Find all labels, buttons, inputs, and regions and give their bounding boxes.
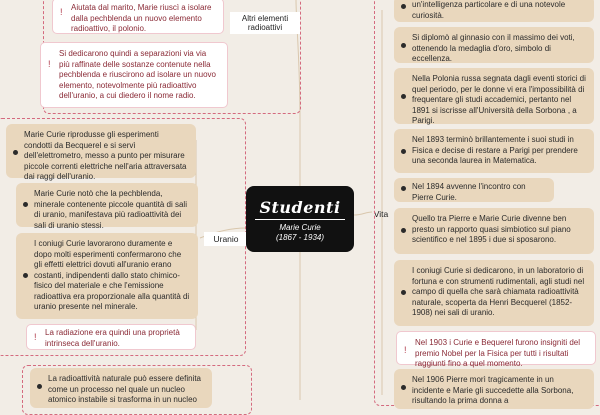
bullet-icon bbox=[401, 94, 406, 99]
branch-vita[interactable]: Vita bbox=[373, 209, 389, 219]
bullet-icon bbox=[401, 290, 406, 295]
vita-card-9: Nel 1906 Pierre morì tragicamente in un incidente e Marie gli succedette alla Sorbona, risultando la prima donna a bbox=[394, 369, 594, 409]
bullet-icon bbox=[401, 385, 406, 390]
vita-card-2: Si diplomò al ginnasio con il massimo dei voti, ottenendo la medaglia d'oro, simbolo di eccellenza. bbox=[394, 27, 594, 63]
bullet-icon bbox=[37, 384, 42, 389]
radio-note: ! Si dedicarono quindi a separazioni via via più raffinate delle sostanze contenute nella pechblenda e riuscirono ad isolare un nuovo elemento, notevolmente più radioattivo dell'uranio, a cui diedero il nome radio. bbox=[40, 42, 228, 108]
vita-nobel-note: ! Nel 1903 i Curie e Bequerel furono insigniti del premio Nobel per la Fisica per tutti i risultati raggiunti fino a quel momento. bbox=[396, 331, 596, 365]
vita-card-4: Nel 1893 terminò brillantemente i suoi studi in Fisica e decise di restare a Parigi per prendere una seconda laurea in Matematica. bbox=[394, 129, 594, 173]
radioattivita-card: La radioattività naturale può essere definita come un processo nel quale un nucleo atomico instabile si trasforma in un nucleo bbox=[30, 368, 212, 408]
branch-uranio[interactable]: Uranio bbox=[204, 232, 248, 246]
center-dates: (1867 - 1934) bbox=[275, 233, 325, 242]
bullet-icon bbox=[401, 228, 406, 233]
vita-card-3: Nella Polonia russa segnata dagli eventi storici di quel periodo, per le donne vi era l'impossibilità di frequentare gli studi accademici, pertanto nel 1891 si iscrisse all'Università della Sorbona , a Parigi. bbox=[394, 68, 594, 124]
branch-altri-elementi[interactable]: Altri elementi radioattivi bbox=[230, 12, 300, 34]
alert-icon: ! bbox=[60, 7, 63, 17]
bullet-icon bbox=[401, 4, 406, 9]
alert-icon: ! bbox=[48, 59, 51, 69]
center-name: Marie Curie bbox=[279, 223, 321, 232]
bullet-icon bbox=[401, 43, 406, 48]
vita-card-1: un'intelligenza particolare e di una notevole curiosità. bbox=[394, 0, 594, 22]
bullet-icon bbox=[401, 186, 406, 191]
alert-icon: ! bbox=[404, 345, 407, 355]
vita-card-6: Quello tra Pierre e Marie Curie divenne ben presto un rapporto quasi simbiotico sul piano scientifico e nel 1895 i due si sposarono. bbox=[394, 208, 594, 254]
studenti-logo: Studenti bbox=[255, 198, 344, 220]
bullet-icon bbox=[401, 149, 406, 154]
vita-card-5: Nel 1894 avvenne l'incontro con Pierre Curie. bbox=[394, 178, 554, 202]
central-node[interactable] bbox=[246, 186, 354, 252]
uranio-card-3: I coniugi Curie lavorarono duramente e dopo molti esperimenti confermarono che gli effetti elettrici dovuti all'uranio erano costanti, indipendenti dallo stato chimico-fisico del materiale e che l'emissione radioattiva era proporzionale alla quantità di uranio presente nel minerale. bbox=[16, 233, 198, 319]
vita-card-7: I coniugi Curie si dedicarono, in un laboratorio di fortuna e con strumenti rudimentali, agli studi nel campo di quella che sarà chiamata radioattività naturale, scoperta da Henri Becquerel (1852-1908) nei sali di uranio. bbox=[394, 260, 594, 326]
alert-icon: ! bbox=[34, 332, 37, 342]
bullet-icon bbox=[13, 150, 18, 155]
bullet-icon bbox=[23, 202, 28, 207]
uranio-conclusion: ! La radiazione era quindi una proprietà intrinseca dell'uranio. bbox=[26, 324, 196, 350]
uranio-card-1: Marie Curie riprodusse gli esperimenti condotti da Becquerel e si servì dell'elettrometro, messo a punto per misurare piccole correnti elettriche nell'aria attraversata dai raggi dell'uranio. bbox=[6, 124, 196, 178]
uranio-card-2: Marie Curie notò che la pechblenda, minerale contenente piccole quantità di sali di uranio, manifestava più radioattività dei sali di uranio stessi. bbox=[16, 183, 198, 227]
polonio-note: ! Aiutata dal marito, Marie riuscì a isolare dalla pechblenda un nuovo elemento radioattivo, il polonio. bbox=[52, 0, 224, 34]
bullet-icon bbox=[23, 273, 28, 278]
